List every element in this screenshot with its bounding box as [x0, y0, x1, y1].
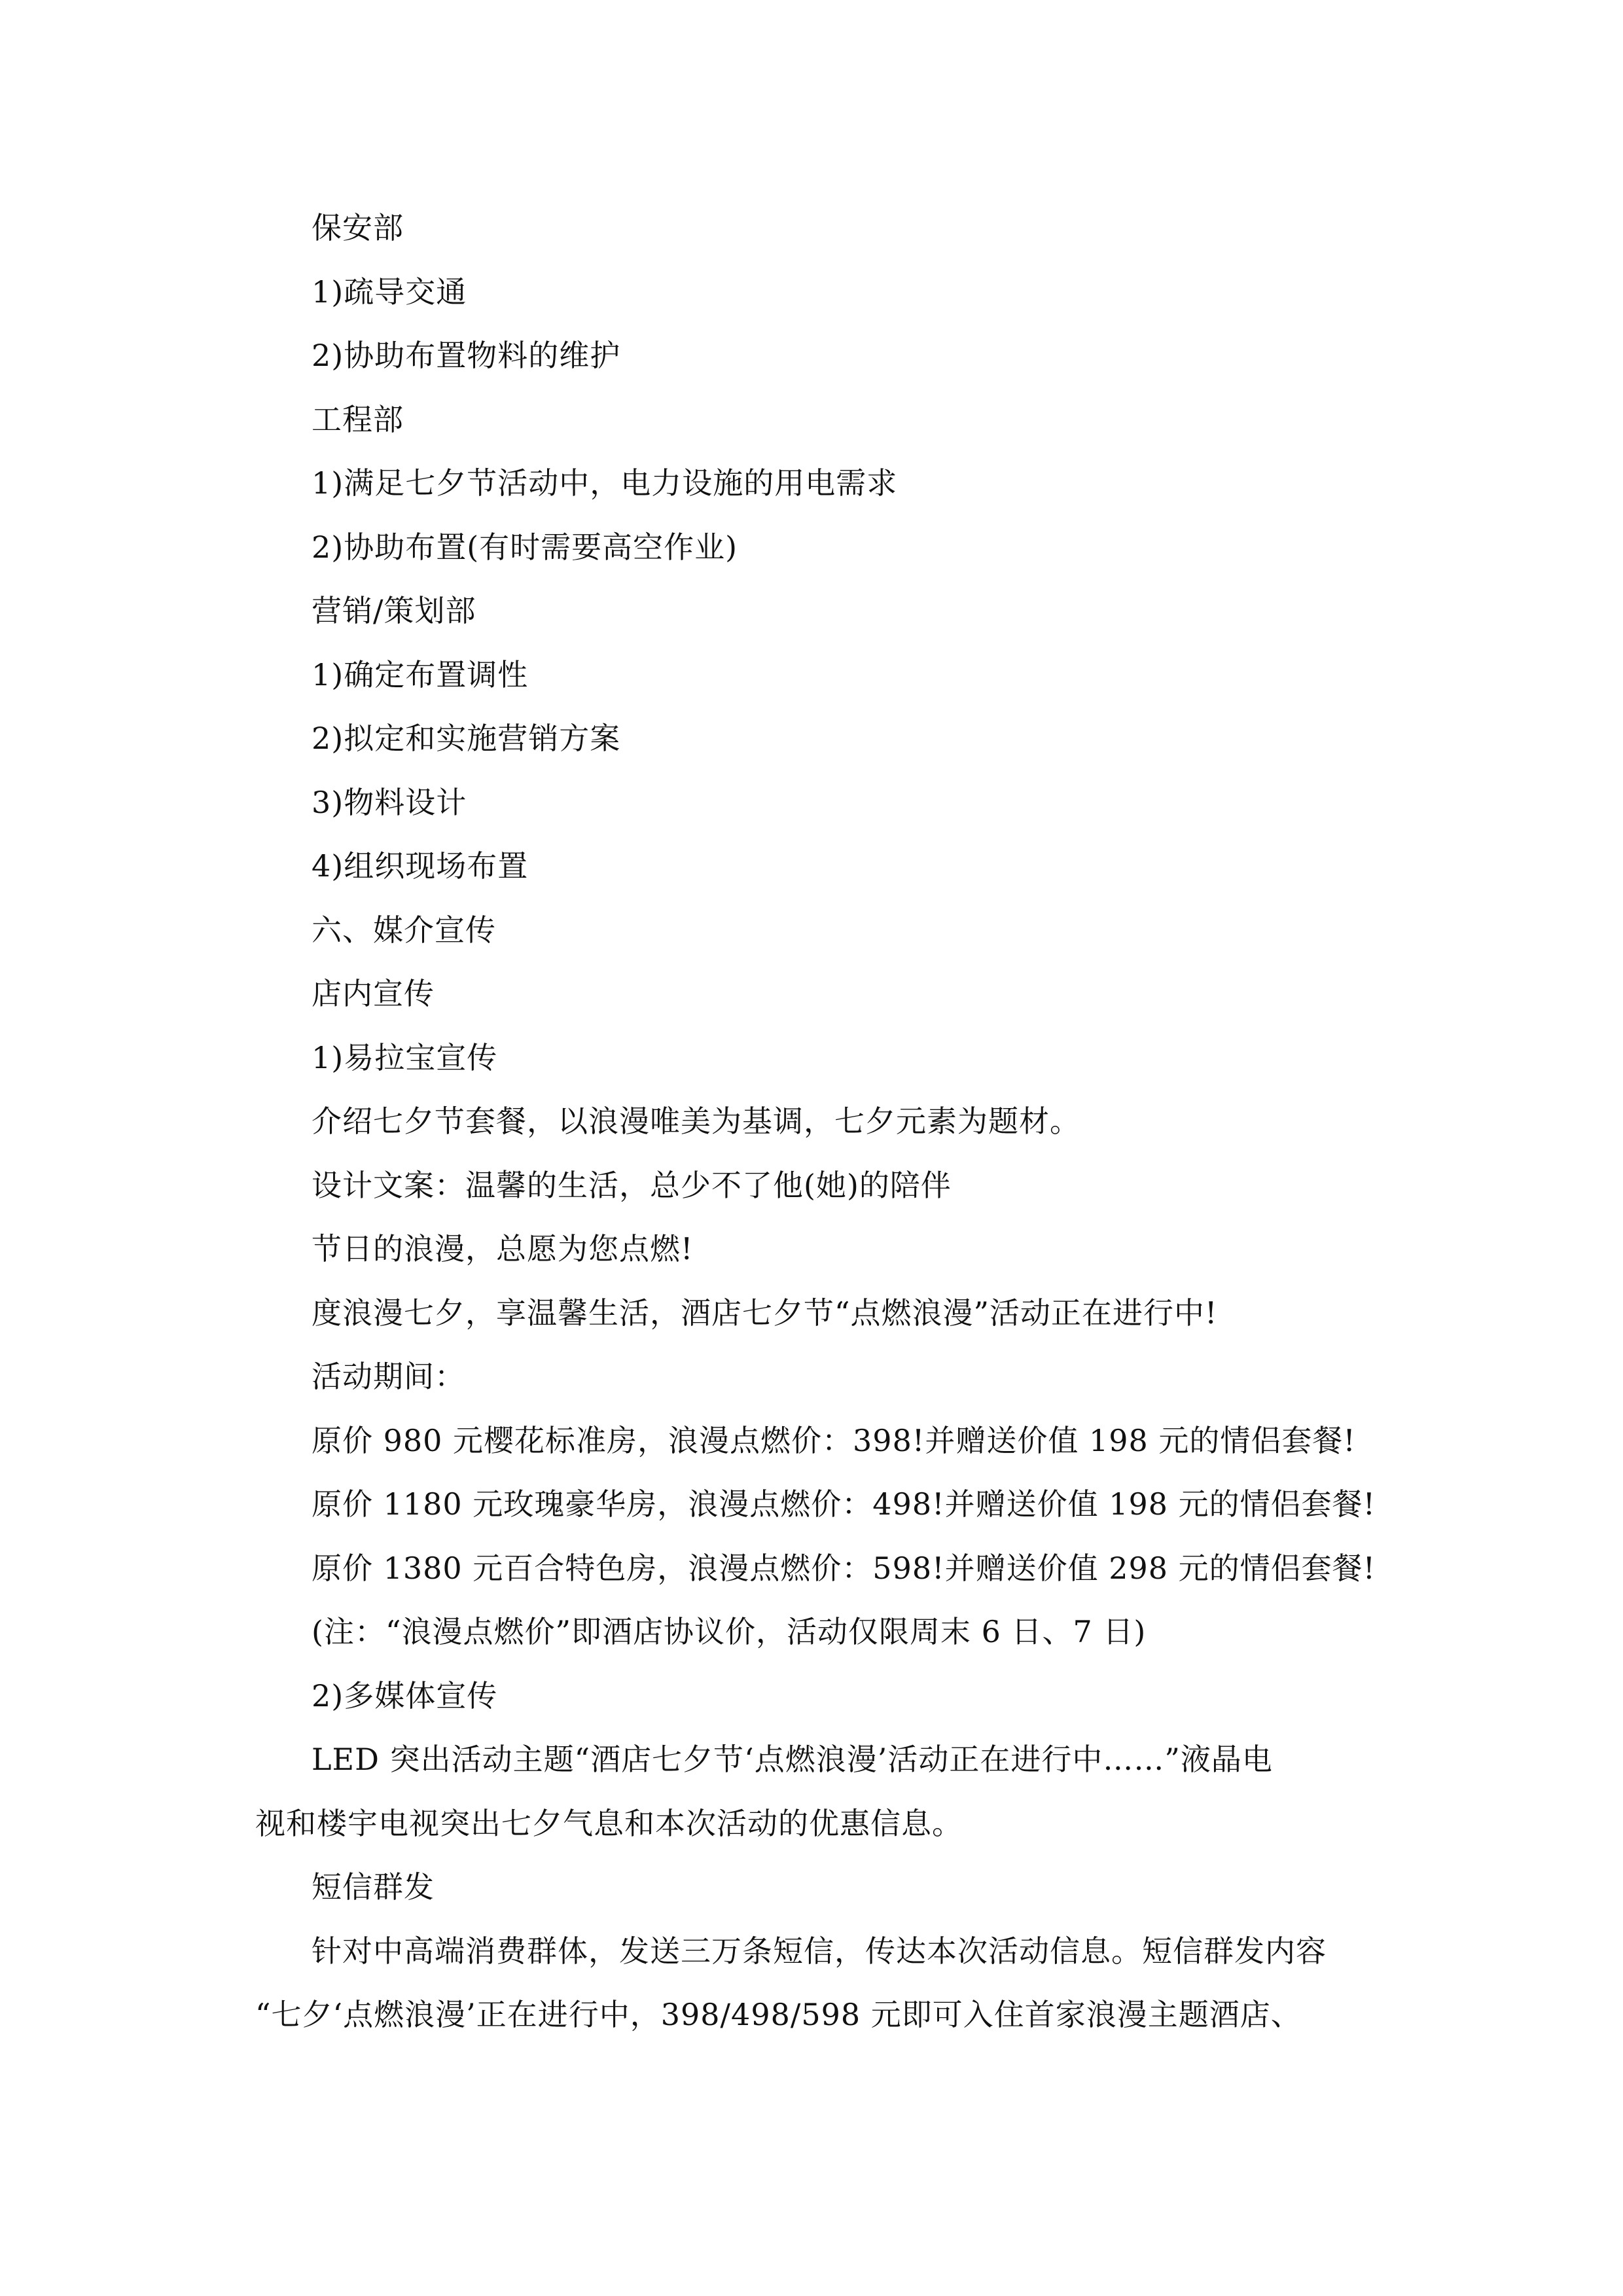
- list-item: 1)满足七夕节活动中，电力设施的用电需求: [312, 465, 898, 501]
- price-line: 原价 1180 元玫瑰豪华房，浪漫点燃价：498!并赠送价值 198 元的情侣套餐!: [312, 1486, 1376, 1522]
- list-item: 4)组织现场布置: [312, 848, 529, 884]
- document-body: [255, 196, 1394, 2047]
- list-item: 2)多媒体宣传: [312, 1677, 498, 1713]
- section-heading-instore: 店内宣传: [312, 976, 435, 1011]
- paragraph: 度浪漫七夕，享温馨生活，酒店七夕节“点燃浪漫”活动正在进行中!: [312, 1295, 1218, 1331]
- price-line: 原价 980 元樱花标准房，浪漫点燃价：398!并赠送价值 198 元的情侣套餐!: [312, 1422, 1356, 1458]
- paragraph: 介绍七夕节套餐，以浪漫唯美为基调，七夕元素为题材。: [312, 1103, 1080, 1139]
- list-item: 1)易拉宝宣传: [312, 1039, 498, 1075]
- paragraph: 针对中高端消费群体，发送三万条短信，传达本次活动信息。短信群发内容: [312, 1933, 1327, 1969]
- paragraph: 节日的浪漫，总愿为您点燃!: [312, 1231, 694, 1266]
- list-item: 2)协助布置物料的维护: [312, 338, 621, 373]
- list-item: 1)疏导交通: [312, 274, 467, 310]
- paragraph-continuation: “七夕‘点燃浪漫’正在进行中，398/498/598 元即可入住首家浪漫主题酒店、: [255, 1997, 1302, 2032]
- paragraph: 活动期间：: [312, 1359, 465, 1394]
- chapter-heading-media: 六、媒介宣传: [312, 912, 496, 948]
- paragraph-continuation: 视和楼宇电视突出七夕气息和本次活动的优惠信息。: [255, 1805, 963, 1841]
- list-item: 3)物料设计: [312, 784, 467, 820]
- section-heading-engineering: 工程部: [312, 401, 404, 437]
- section-heading-marketing: 营销/策划部: [312, 593, 476, 628]
- paragraph: LED 突出活动主题“酒店七夕节‘点燃浪漫’活动正在进行中……”液晶电: [312, 1742, 1273, 1777]
- price-line: 原价 1380 元百合特色房，浪漫点燃价：598!并赠送价值 298 元的情侣套餐!: [312, 1550, 1376, 1586]
- list-item: 2)拟定和实施营销方案: [312, 721, 621, 756]
- note: (注：“浪漫点燃价”即酒店协议价，活动仅限周末 6 日、7 日): [312, 1614, 1147, 1649]
- list-item: 1)确定布置调性: [312, 656, 529, 692]
- paragraph: 设计文案：温馨的生活，总少不了他(她)的陪伴: [312, 1167, 952, 1203]
- list-item: 2)协助布置(有时需要高空作业): [312, 529, 738, 565]
- section-heading-sms: 短信群发: [312, 1869, 435, 1905]
- section-heading-security: 保安部: [312, 210, 404, 245]
